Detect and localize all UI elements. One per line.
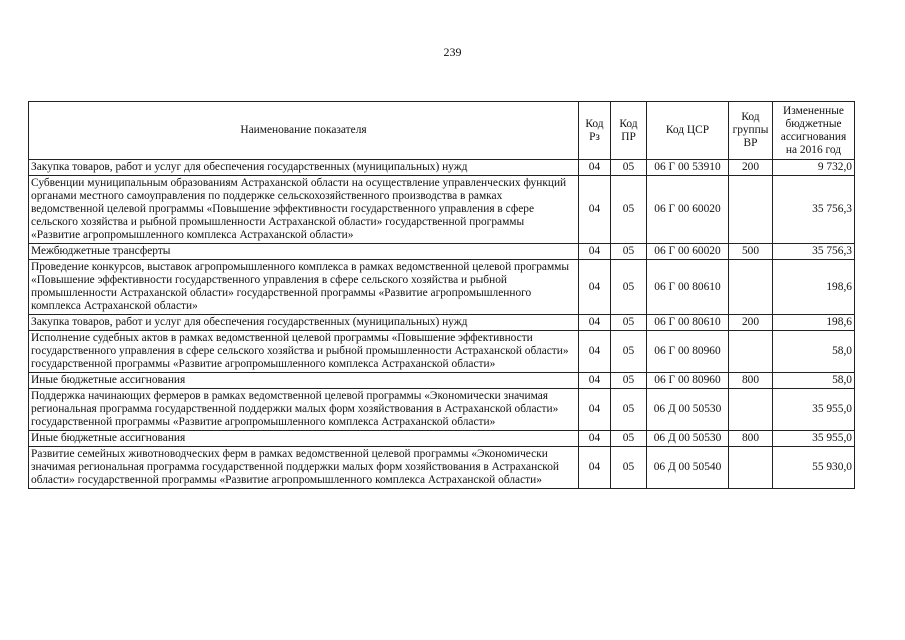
cell-rz: 04 xyxy=(579,389,611,431)
cell-name: Межбюджетные трансферты xyxy=(29,244,579,260)
cell-vr: 500 xyxy=(729,244,773,260)
cell-amount: 35 756,3 xyxy=(773,244,855,260)
cell-name: Развитие семейных животноводческих ферм в рамках ведомственной целевой программы «Экономически значимая региональная программа государственной поддержки малых форм хозяйствования в Астраханской области» государственной программы «Развитие агропромышленного комплекса Астраханской области» xyxy=(29,447,579,489)
cell-pr: 05 xyxy=(611,331,647,373)
header-amount: Измененные бюджетные ассигнования на 2016 год xyxy=(773,102,855,160)
table-row xyxy=(29,431,855,447)
cell-rz: 04 xyxy=(579,315,611,331)
cell-csr: 06 Г 00 80960 xyxy=(647,373,729,389)
cell-amount: 58,0 xyxy=(773,373,855,389)
cell-vr: 800 xyxy=(729,431,773,447)
cell-pr: 05 xyxy=(611,244,647,260)
cell-csr: 06 Г 00 53910 xyxy=(647,160,729,176)
cell-rz: 04 xyxy=(579,447,611,489)
header-rz: Код Рз xyxy=(579,102,611,160)
cell-rz: 04 xyxy=(579,331,611,373)
table-row xyxy=(29,176,855,244)
cell-vr xyxy=(729,389,773,431)
cell-name: Субвенции муниципальным образованиям Астраханской области на осуществление управленческих функций органами местного самоуправления по поддержке сельскохозяйственного производства в рамках ведомственной целевой программы «Повышение эффективности государственного управления в сфере сельского хозяйства и рыбной промышленности Астраханской области» государственной программы «Развитие агропромышленного комплекса Астраханской области» xyxy=(29,176,579,244)
header-csr: Код ЦСР xyxy=(647,102,729,160)
cell-amount: 55 930,0 xyxy=(773,447,855,489)
cell-csr: 06 Д 00 50530 xyxy=(647,389,729,431)
cell-name: Иные бюджетные ассигнования xyxy=(29,431,579,447)
cell-vr xyxy=(729,331,773,373)
cell-csr: 06 Г 00 60020 xyxy=(647,176,729,244)
cell-amount: 9 732,0 xyxy=(773,160,855,176)
cell-amount: 35 955,0 xyxy=(773,431,855,447)
cell-pr: 05 xyxy=(611,373,647,389)
cell-pr: 05 xyxy=(611,176,647,244)
cell-vr xyxy=(729,260,773,315)
cell-amount: 198,6 xyxy=(773,260,855,315)
table-row xyxy=(29,447,855,489)
cell-pr: 05 xyxy=(611,389,647,431)
cell-csr: 06 Д 00 50540 xyxy=(647,447,729,489)
cell-amount: 58,0 xyxy=(773,331,855,373)
header-vr: Код группы ВР xyxy=(729,102,773,160)
cell-csr: 06 Г 00 60020 xyxy=(647,244,729,260)
cell-amount: 35 756,3 xyxy=(773,176,855,244)
cell-rz: 04 xyxy=(579,160,611,176)
header-pr: Код ПР xyxy=(611,102,647,160)
cell-amount: 198,6 xyxy=(773,315,855,331)
cell-name: Поддержка начинающих фермеров в рамках ведомственной целевой программы «Экономически значимая региональная программа государственной поддержки малых форм хозяйствования в Астраханской области» государственной программы «Развитие агропромышленного комплекса Астраханской области» xyxy=(29,389,579,431)
cell-vr: 200 xyxy=(729,160,773,176)
table-header-row xyxy=(29,102,855,160)
cell-rz: 04 xyxy=(579,431,611,447)
table-row xyxy=(29,315,855,331)
cell-rz: 04 xyxy=(579,373,611,389)
table-row xyxy=(29,244,855,260)
cell-vr xyxy=(729,447,773,489)
cell-pr: 05 xyxy=(611,447,647,489)
cell-vr: 200 xyxy=(729,315,773,331)
cell-amount: 35 955,0 xyxy=(773,389,855,431)
cell-rz: 04 xyxy=(579,244,611,260)
cell-vr: 800 xyxy=(729,373,773,389)
cell-rz: 04 xyxy=(579,176,611,244)
cell-rz: 04 xyxy=(579,260,611,315)
cell-pr: 05 xyxy=(611,260,647,315)
cell-name: Исполнение судебных актов в рамках ведомственной целевой программы «Повышение эффективности государственного управления в сфере сельского хозяйства и рыбной промышленности Астраханской области» государственной программы «Развитие агропромышленного комплекса Астраханской области» xyxy=(29,331,579,373)
cell-name: Закупка товаров, работ и услуг для обеспечения государственных (муниципальных) нужд xyxy=(29,315,579,331)
cell-csr: 06 Д 00 50530 xyxy=(647,431,729,447)
cell-pr: 05 xyxy=(611,431,647,447)
cell-pr: 05 xyxy=(611,315,647,331)
table-row xyxy=(29,160,855,176)
header-name: Наименование показателя xyxy=(29,102,579,160)
cell-vr xyxy=(729,176,773,244)
cell-name: Закупка товаров, работ и услуг для обеспечения государственных (муниципальных) нужд xyxy=(29,160,579,176)
table-row xyxy=(29,389,855,431)
cell-csr: 06 Г 00 80610 xyxy=(647,260,729,315)
table-row xyxy=(29,331,855,373)
page-number: 239 xyxy=(443,45,462,59)
budget-table xyxy=(28,101,855,489)
cell-csr: 06 Г 00 80610 xyxy=(647,315,729,331)
table-row xyxy=(29,373,855,389)
cell-pr: 05 xyxy=(611,160,647,176)
table-row xyxy=(29,260,855,315)
cell-csr: 06 Г 00 80960 xyxy=(647,331,729,373)
cell-name: Иные бюджетные ассигнования xyxy=(29,373,579,389)
cell-name: Проведение конкурсов, выставок агропромышленного комплекса в рамках ведомственной целевой программы «Повышение эффективности государственного управления в сфере сельского хозяйства и рыбной промышленности Астраханской области» государственной программы «Развитие агропромышленного комплекса Астраханской области» xyxy=(29,260,579,315)
